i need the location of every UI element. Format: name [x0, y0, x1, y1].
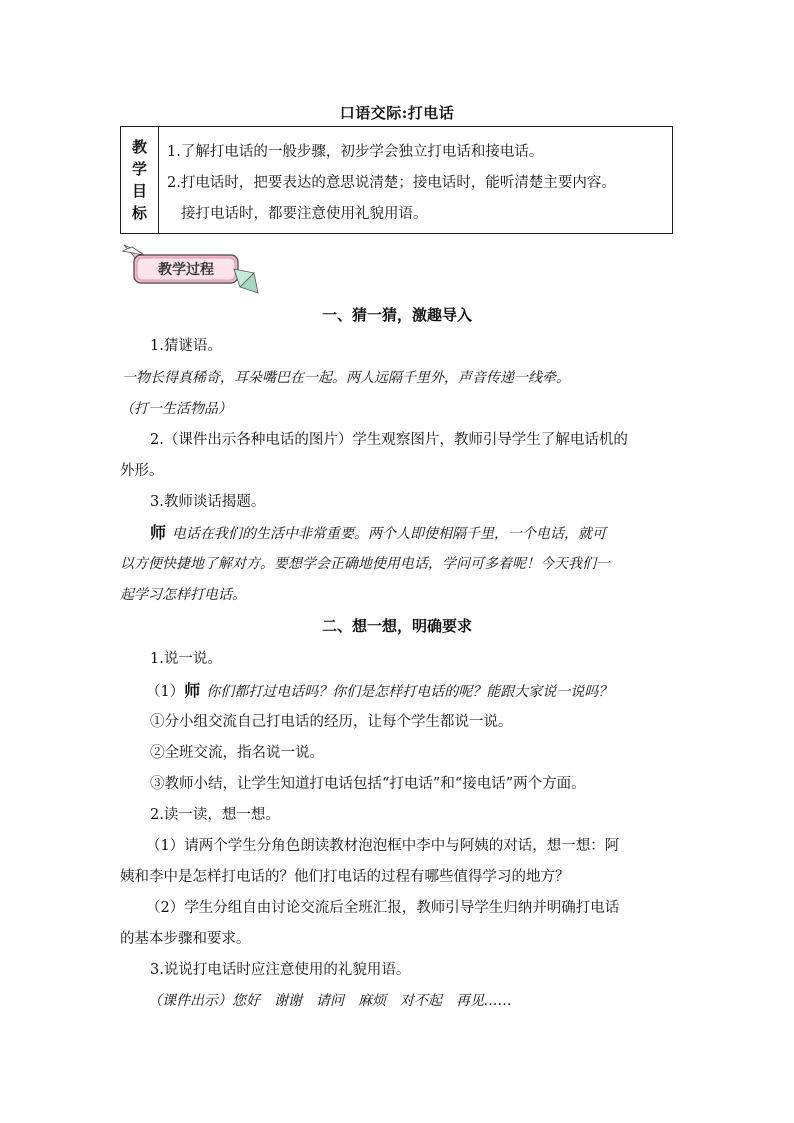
text-line: 2.（课件出示各种电话的图片）学生观察图片，教师引导学生了解电话机的: [150, 432, 628, 448]
text-line: 姨和李中是怎样打电话的？他们打电话的过程有哪些值得学习的地方？: [120, 869, 570, 885]
goal-label-char: 学: [131, 160, 147, 178]
goal-label-char: 教: [131, 138, 147, 156]
text-line: 1.猜谜语。: [150, 338, 222, 354]
teaching-process-badge: [122, 243, 262, 295]
teacher-speech-line: 以方便快捷地了解对方。要想学会正确地使用电话，学问可多着呢！今天我们一: [120, 556, 610, 572]
text-line: 2.读一读，想一想。: [150, 807, 280, 823]
text-line: ①分小组交流自己打电话的经历，让每个学生都说一说。: [150, 714, 513, 730]
teacher-speech: [120, 678, 612, 701]
item-prefix: （1）: [146, 684, 185, 700]
teacher-mark: 师: [150, 523, 167, 542]
teacher-mark: 师: [184, 681, 201, 700]
teaching-goals-label: [121, 127, 159, 233]
teacher-speech-line: 起学习怎样打电话。: [120, 587, 246, 603]
section-heading: 二、想一想，明确要求: [321, 617, 472, 635]
text-line: 1.说一说。: [150, 651, 222, 667]
teaching-goals-box: [120, 126, 673, 234]
teacher-speech-text: 你们都打过电话吗？你们是怎样打电话的呢？能跟大家说一说吗？: [206, 684, 613, 700]
text-line: 的基本步骤和要求。: [120, 931, 251, 947]
riddle-line: （打一生活物品）: [120, 401, 232, 417]
goal-line: 1.了解打电话的一般步骤，初步学会独立打电话和接电话。: [167, 144, 544, 160]
teacher-speech-text: 电话在我们的生活中非常重要。两个人即使相隔千里，一个电话，就可: [172, 526, 607, 542]
goal-line: 接打电话时，都要注意使用礼貌用语。: [181, 206, 428, 222]
teaching-goals-text: [159, 127, 672, 233]
text-line: ②全班交流，指名说一说。: [150, 745, 324, 761]
text-line: （2）学生分组自由讨论交流后全班汇报，教师引导学生归纳并明确打电话: [146, 900, 620, 916]
text-line: 3.说说打电话时应注意使用的礼貌用语。: [150, 962, 411, 978]
goal-label-char: 标: [131, 204, 147, 222]
goal-label-char: 目: [131, 182, 147, 200]
teacher-speech: [120, 520, 606, 543]
badge-label: 教学过程: [158, 262, 214, 278]
goal-line: 2.打电话时，把要表达的意思说清楚；接电话时，能听清楚主要内容。: [167, 175, 616, 191]
section-heading: 一、猜一猜，激趣导入: [321, 306, 472, 324]
text-line: 外形。: [120, 463, 164, 479]
text-line: 3.教师谈话揭题。: [150, 494, 266, 510]
polite-words-line: （课件出示）您好 谢谢 请问 麻烦 对不起 再见……: [148, 993, 512, 1009]
text-line: ③教师小结，让学生知道打电话包括“打电话”和“接电话”两个方面。: [150, 776, 586, 792]
text-line: （1）请两个学生分角色朗读教材泡泡框中李中与阿姨的对话，想一想：阿: [146, 838, 620, 854]
riddle-line: 一物长得真稀奇，耳朵嘴巴在一起。两人远隔千里外，声音传递一线牵。: [122, 370, 570, 386]
page-title: 口语交际:打电话: [339, 104, 455, 122]
